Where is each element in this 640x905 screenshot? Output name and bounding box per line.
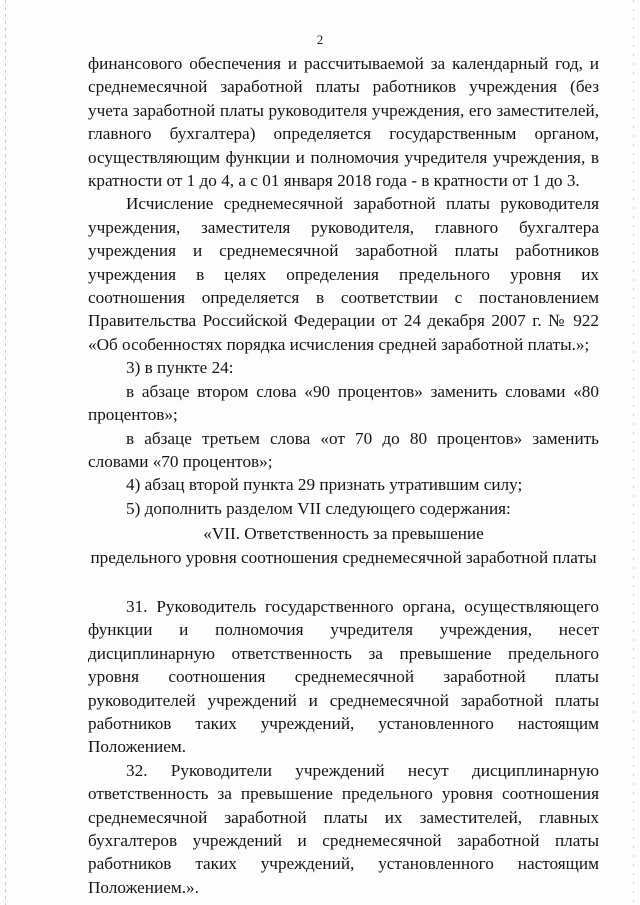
item-3-subparagraph-2: в абзаце втором слова «90 процентов» заменить словами «80 процентов»; <box>88 381 599 425</box>
scan-edge-right <box>633 0 634 905</box>
paragraph-continuation: финансового обеспечения и рассчитываемой за календарный год, и среднемесячной заработной платы работников учреждения (без учета заработной платы руководителя учреждения, его заместителей, главного бухгалтера) определяется государственным органом, осуществляющим функции и полномочия учредителя учреждения, в кратности от 1 до 4, а с 01 января 2018 года - в кратности от 1 до 3. <box>88 54 599 191</box>
item-4: 4) абзац второй пункта 29 признать утратившим силу; <box>126 475 523 495</box>
item-3: 3) в пункте 24: <box>126 358 234 378</box>
page-number: 2 <box>316 32 324 47</box>
section-heading-line-1: «VII. Ответственность за превышение <box>203 524 484 544</box>
item-5: 5) дополнить разделом VII следующего содержания: <box>126 498 511 518</box>
scan-edge-left <box>5 0 6 905</box>
clause-31: 31. Руководитель государственного органа, осуществляющего функции и полномочия учредителя учреждения, несет дисциплинарную ответственность за превышение предельного уровня соотношения среднемесячной заработной платы руководителей учреждений и среднемесячной заработной платы работников таких учреждений, установленного настоящим Положением. <box>88 596 599 757</box>
clause-32: 32. Руководители учреждений несут дисциплинарную ответственность за превышение предельного уровня соотношения среднемесячной заработной платы их заместителей, главных бухгалтеров учреждений и среднемесячной заработной платы работников таких учреждений, установленного настоящим Положением.». <box>88 760 599 897</box>
document-body <box>88 52 599 899</box>
section-heading-line-2: предельного уровня соотношения среднемесячной заработной платы <box>90 547 597 567</box>
item-3-subparagraph-3: в абзаце третьем слова «от 70 до 80 процентов» заменить словами «70 процентов»; <box>88 428 599 471</box>
paragraph-calculation: Исчисление среднемесячной заработной платы руководителя учреждения, заместителя руководителя, главного бухгалтера учреждения и среднемесячной заработной платы работников учреждения в целях определения предельного уровня их соотношения определяется в соответствии с постановлением Правительства Российской Федерации от 24 декабря 2007 г. № 922 «Об особенностях порядка исчисления средней заработной платы.»; <box>88 194 599 354</box>
